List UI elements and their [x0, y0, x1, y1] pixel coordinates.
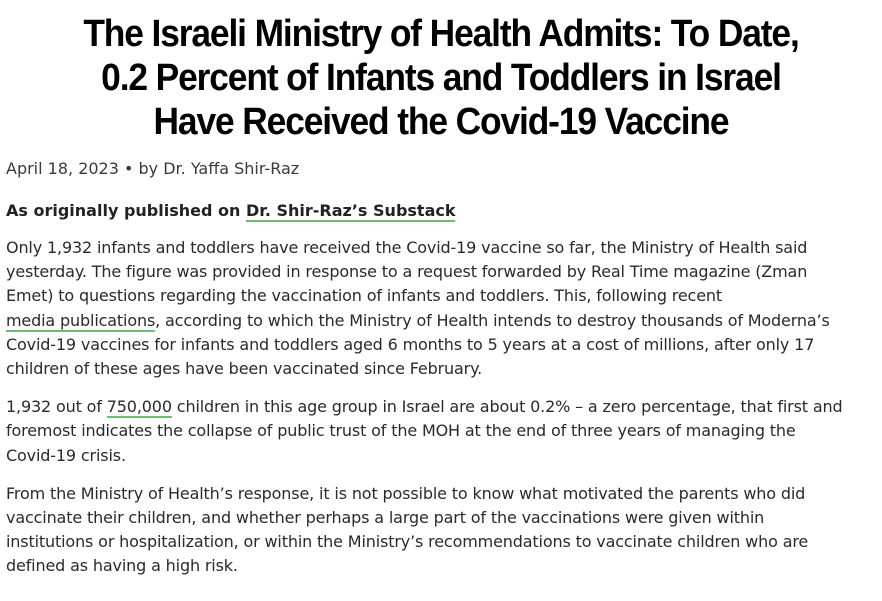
paragraph-3: [6, 482, 876, 579]
paragraph-text: , according to which the Ministry of Health intends to destroy thousands of Moderna’s: [155, 310, 830, 330]
paragraph-text: 1,932 out of: [6, 397, 107, 417]
byline-prefix: by: [138, 159, 164, 178]
media-publications-link[interactable]: media publications: [6, 310, 156, 330]
title-line: Have Received the Covid-19 Vaccine: [153, 101, 729, 143]
title-line: The Israeli Ministry of Health Admits: To Date,: [83, 13, 799, 55]
meta-separator: •: [118, 159, 139, 178]
population-figure-link[interactable]: 750,000: [106, 397, 172, 417]
paragraph-2: [6, 395, 876, 468]
paragraph-line: [6, 395, 876, 419]
paragraph-line: defined as having a high risk.: [6, 556, 238, 576]
paragraph-line: From the Ministry of Health’s response, it is not possible to know what motivated the parents who did: [6, 483, 806, 503]
paragraph-line: [6, 309, 876, 333]
paragraph-line: yesterday. The figure was provided in response to a request forwarded by Real Time magazine (Zman: [6, 262, 808, 282]
article: [6, 0, 876, 579]
paragraph-line: Covid-19 crisis.: [6, 445, 126, 465]
original-prefix: As originally published on: [6, 201, 246, 220]
paragraph-line: foremost indicates the collapse of public trust of the MOH at the end of three years of managing the: [6, 421, 796, 441]
publish-date: April 18, 2023: [6, 159, 119, 178]
paragraph-line: Covid-19 vaccines for infants and toddlers aged 6 months to 5 years at a cost of millions, after only 17: [6, 334, 815, 354]
article-title: [36, 12, 845, 144]
paragraph-line: vaccinate their children, and whether perhaps a large part of the vaccinations were given within: [6, 508, 765, 528]
paragraph-line: Only 1,932 infants and toddlers have received the Covid-19 vaccine so far, the Ministry of Health said: [6, 238, 808, 257]
paragraph-text: children in this age group in Israel are about 0.2% – a zero percentage, that first and: [171, 397, 843, 417]
substack-link[interactable]: Dr. Shir-Raz’s Substack: [245, 201, 456, 220]
paragraph-line: Emet) to questions regarding the vaccination of infants and toddlers. This, following recent: [6, 286, 722, 306]
original-source-note: [6, 200, 876, 222]
title-line: 0.2 Percent of Infants and Toddlers in Israel: [101, 57, 781, 99]
paragraph-line: children of these ages have been vaccinated since February.: [6, 359, 483, 379]
author-name: Dr. Yaffa Shir-Raz: [163, 159, 300, 178]
paragraph-line: institutions or hospitalization, or within the Ministry’s recommendations to vaccinate children who are: [6, 532, 809, 552]
article-meta: [6, 158, 876, 180]
paragraph-1: [6, 236, 876, 381]
